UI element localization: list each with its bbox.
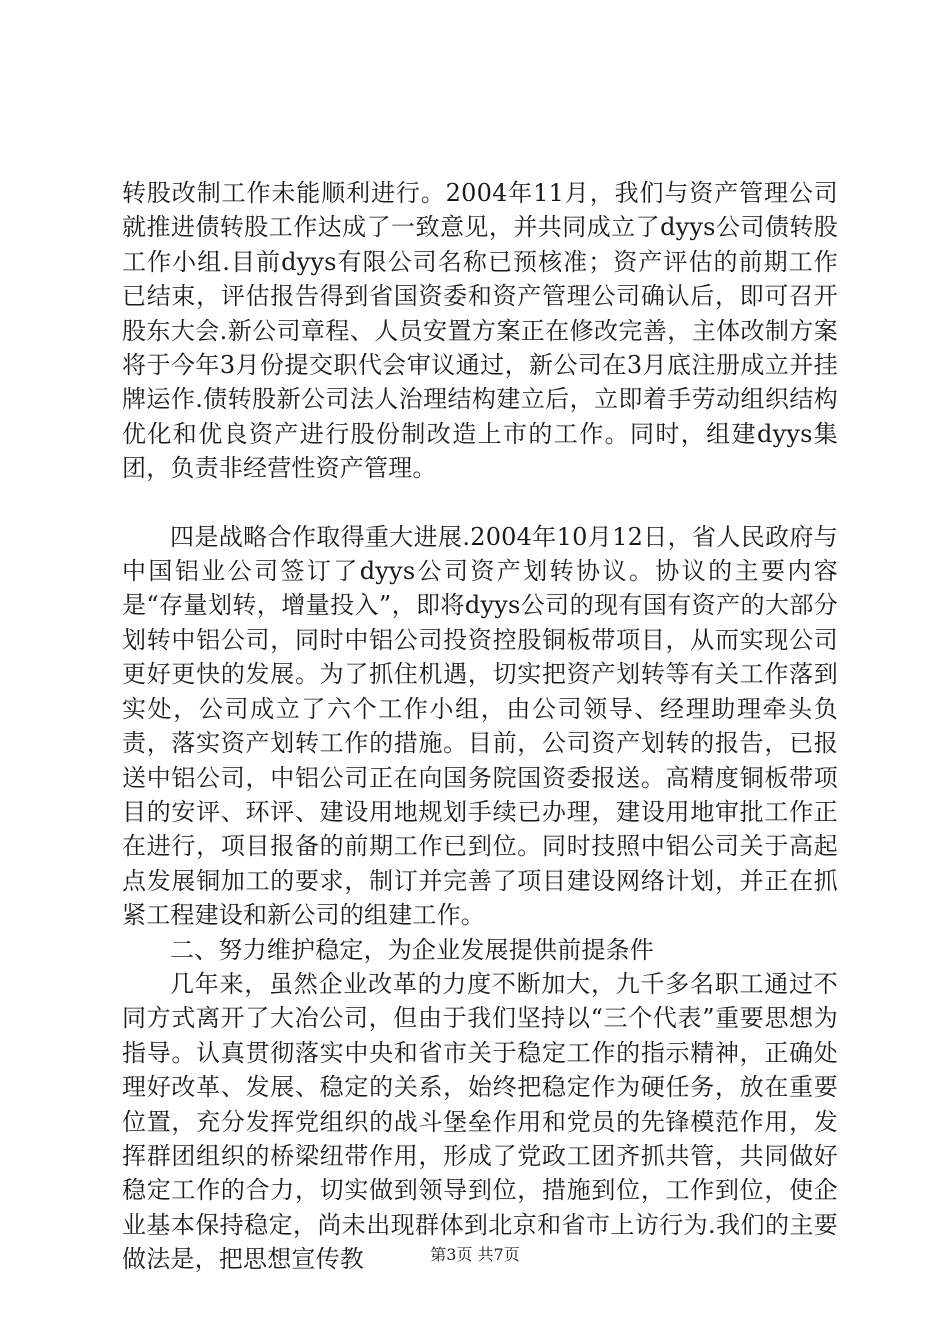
- paragraph-stability: 几年来，虽然企业改革的力度不断加大，九千多名职工通过不同方式离开了大冶公司，但由于我们坚持以“三个代表”重要思想为指导。认真贯彻落实中央和省市关于稳定工作的指示精神，正确处理好改革、发展、稳定的关系，始终把稳定作为硬任务，放在重要位置，充分发挥党组织的战斗堡垒作用和党员的先锋模范作用，发挥群团组织的桥梁纽带作用，形成了党政工团齐抓共管，共同做好稳定工作的合力，切实做到领导到位，措施到位，工作到位，使企业基本保持稳定，尚未出现群体到北京和省市上访行为.我们的主要做法是，把思想宣传教: [122, 969, 838, 1274]
- page-footer: 第3页 共7页: [430, 1245, 520, 1264]
- document-body: [122, 176, 838, 1277]
- paragraph-debt-equity: 转股改制工作未能顺利进行。2004年11月，我们与资产管理公司就推进债转股工作达成了一致意见，并共同成立了dyys公司债转股工作小组.目前dyys有限公司名称已预核准；资产评估的前期工作已结束，评估报告得到省国资委和资产管理公司确认后，即可召开股东大会.新公司章程、人员安置方案正在修改完善，主体改制方案将于今年3月份提交职代会审议通过，新公司在3月底注册成立并挂牌运作.债转股新公司法人治理结构建立后，立即着手劳动组织结构优化和优良资产进行股份制改造上市的工作。同时，组建dyys集团，负责非经营性资产管理。: [122, 179, 838, 483]
- paragraph-strategic-cooperation: 四是战略合作取得重大进展.2004年10月12日，省人民政府与中国铝业公司签订了dyys公司资产划转协议。协议的主要内容是“存量划转，增量投入”，即将dyys公司的现有国有资产的大部分划转中铝公司，同时中铝公司投资控股铜板带项目，从而实现公司更好更快的发展。为了抓住机遇，切实把资产划转等有关工作落到实处，公司成立了六个工作小组，由公司领导、经理助理牵头负责，落实资产划转工作的措施。目前，公司资产划转的报告，已报送中铝公司，中铝公司正在向国务院国资委报送。高精度铜板带项目的安评、环评、建设用地规划手续已办理，建设用地审批工作正在进行，项目报备的前期工作已到位。同时技照中铝公司关于高起点发展铜加工的要求，制订并完善了项目建设网络计划，并正在抓紧工程建设和新公司的组建工作。: [122, 522, 838, 930]
- section-heading: 二、努力维护稳定，为企业发展提供前提条件: [170, 935, 654, 964]
